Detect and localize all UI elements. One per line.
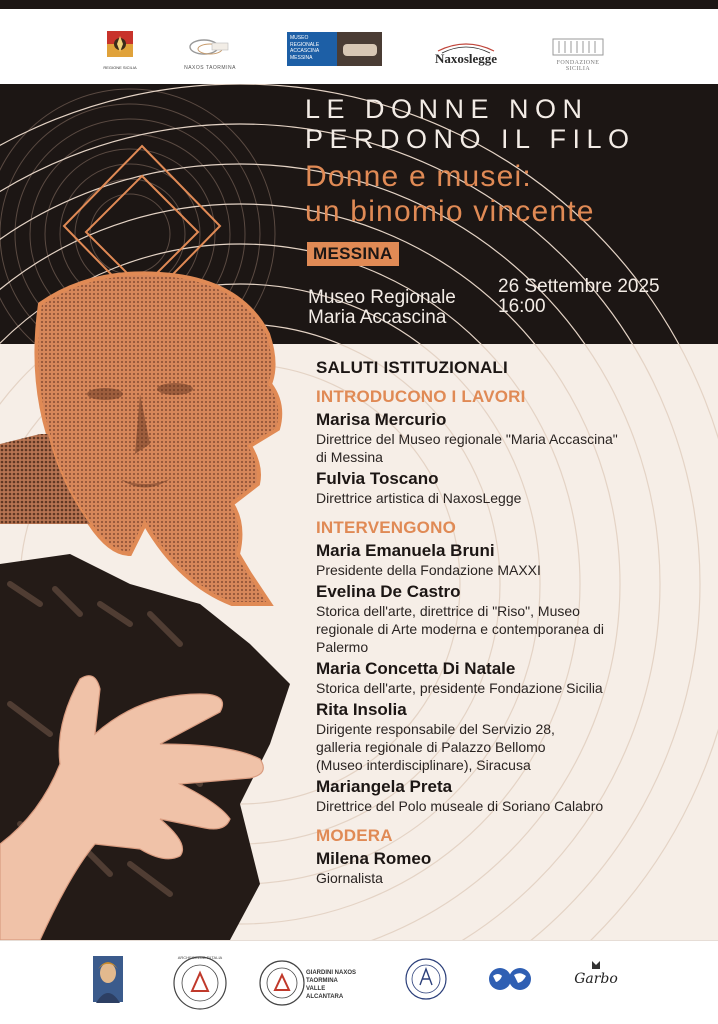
footer-logo-label: Garbo: [574, 971, 618, 987]
archeoclub-palermo-logo-icon: [170, 953, 230, 1013]
header-logo-label: FONDAZIONE SICILIA: [556, 60, 600, 72]
speaker-name: Fulvia Toscano: [316, 469, 439, 488]
speaker-role: regionale di Arte moderna e contemporanea di: [316, 621, 604, 637]
moderator-heading: MODERA: [316, 826, 393, 845]
circular-seal-logo-icon: [404, 957, 448, 1001]
regione-sicilia-crest-icon: [100, 27, 140, 75]
speaker-entry: [316, 658, 712, 697]
speaker-name: Evelina De Castro: [316, 582, 461, 601]
event-time: 16:00: [498, 296, 546, 317]
speaker-entry: [316, 581, 712, 656]
speaker-role: Direttrice del Polo museale di Soriano Calabro: [316, 798, 604, 814]
footer-logo-strip: [0, 940, 718, 1024]
speaker-entry: [316, 540, 712, 579]
speaker-role: Storica dell'arte, presidente Fondazione Sicilia: [316, 680, 603, 696]
speaker-entry: [316, 776, 712, 815]
event-title-line-1: LE DONNE NON: [305, 94, 589, 124]
program-list: [316, 357, 712, 887]
speaker-name: Mariangela Preta: [316, 777, 453, 796]
speaker-entry: [316, 848, 712, 887]
speaker-name: Maria Concetta Di Natale: [316, 659, 516, 678]
top-dark-bar: [0, 0, 718, 9]
speaker-role: Palermo: [316, 639, 369, 655]
city-badge: MESSINA: [307, 242, 399, 266]
speaker-role: Dirigente responsabile del Servizio 28,: [316, 721, 555, 737]
header-logo-label: REGIONE SICILIA: [103, 65, 137, 70]
speaker-role: di Messina: [316, 449, 383, 465]
speakers-heading: INTERVENGONO: [316, 518, 456, 537]
portrait-painting-logo-icon: [92, 955, 124, 1003]
speaker-role: galleria regionale di Palazzo Bellomo: [316, 739, 546, 755]
speaker-role: (Museo interdisciplinare), Siracusa: [316, 757, 531, 773]
speaker-name: Milena Romeo: [316, 849, 432, 868]
speaker-role: Direttrice artistica di NaxosLegge: [316, 490, 522, 506]
speaker-role: Direttrice del Museo regionale "Maria Accascina": [316, 431, 618, 447]
speaker-entry: [316, 468, 712, 507]
speaker-role: Presidente della Fondazione MAXXI: [316, 562, 541, 578]
header-logo-label: Naxoslegge: [434, 51, 498, 66]
speaker-entry: [316, 699, 712, 774]
speaker-role: Storica dell'arte, direttrice di "Riso", Museo: [316, 603, 580, 619]
naxoslegge-logo-icon: [432, 39, 500, 69]
event-subtitle-line-2: un binomio vincente: [305, 195, 595, 228]
event-date: 26 Settembre 2025: [498, 276, 660, 297]
intro-heading: INTRODUCONO I LAVORI: [316, 387, 526, 406]
header-logo-strip: [0, 9, 718, 84]
footer-logo-label: GIARDINI NAXOS TAORMINA VALLE ALCANTARA: [306, 970, 357, 1000]
header-logo-label: NAXOS TAORMINA: [184, 65, 236, 71]
fondazione-sicilia-logo-icon: [545, 35, 611, 71]
venue-line-2: Maria Accascina: [308, 307, 447, 328]
museo-accascina-logo-icon: [287, 32, 382, 66]
speaker-name: Maria Emanuela Bruni: [316, 541, 495, 560]
header-logo-label: MUSEO REGIONALE ACCASCINA MESSINA: [290, 35, 320, 61]
footer-logo-label: ARCHEOCLUB D'ITALIA: [177, 955, 223, 960]
event-title-line-2: PERDONO IL FILO: [305, 124, 636, 154]
archeoclub-giardini-naxos-logo-icon: [258, 953, 358, 1013]
venue-line-1: Museo Regionale: [308, 287, 456, 308]
speaker-role: Giornalista: [316, 870, 383, 886]
speaker-name: Rita Insolia: [316, 700, 407, 719]
speaker-name: Marisa Mercurio: [316, 410, 447, 429]
speaker-entry: [316, 409, 712, 466]
event-subtitle-line-1: Donne e musei:: [305, 160, 532, 193]
globe-logo-icon: [488, 967, 532, 991]
greetings-heading: SALUTI ISTITUZIONALI: [316, 358, 508, 377]
garbo-logo-icon: [574, 957, 618, 1003]
naxos-taormina-logo-icon: [182, 35, 238, 75]
